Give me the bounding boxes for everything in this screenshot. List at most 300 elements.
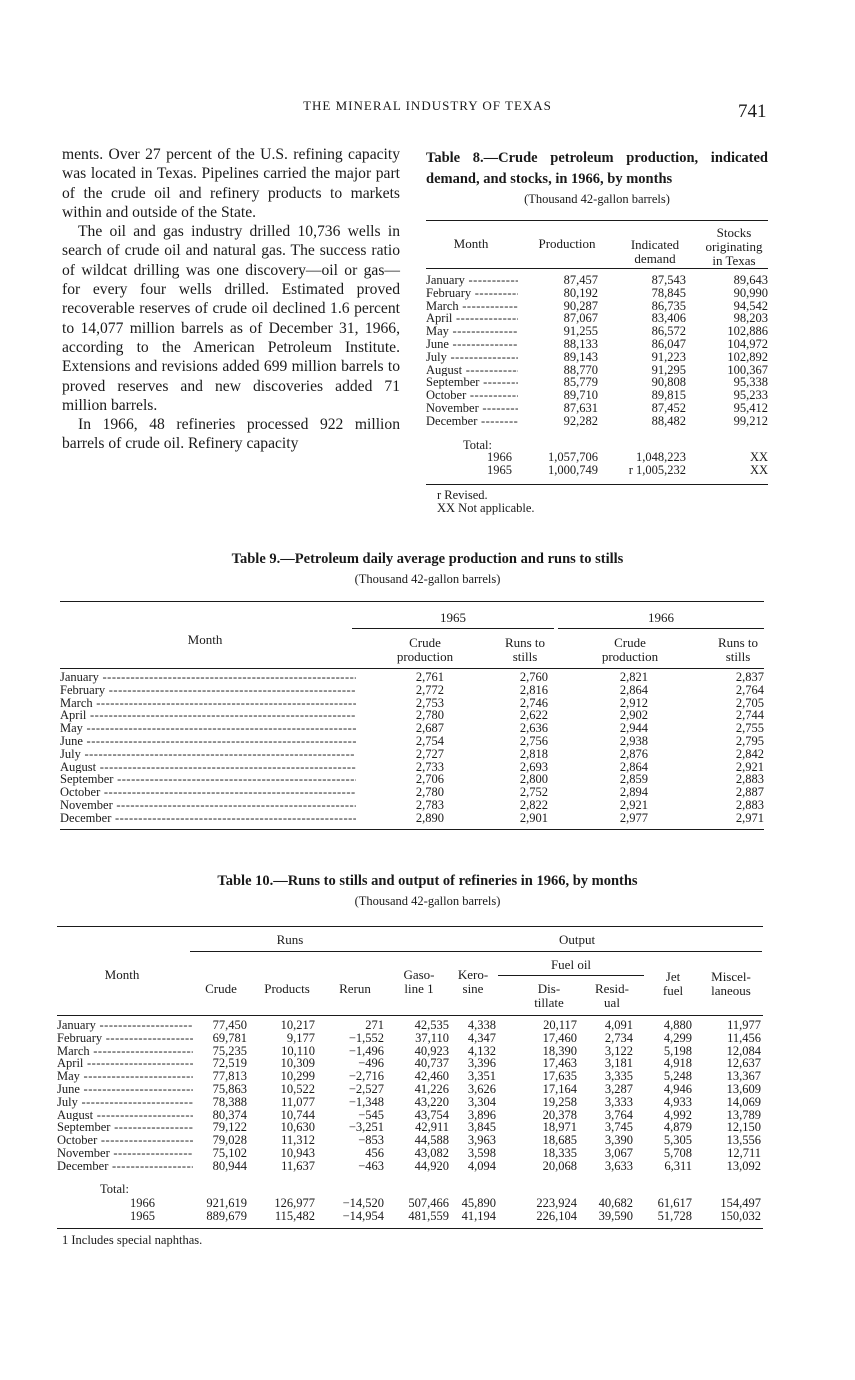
table10-group-runs: Runs bbox=[276, 932, 304, 947]
cell-value: 98,203 bbox=[733, 311, 768, 326]
cell-value: 2,622 bbox=[519, 708, 548, 723]
row-label: December ----- bbox=[426, 415, 518, 428]
row-label: March ----- bbox=[57, 1045, 193, 1058]
row-label: July ----- bbox=[60, 748, 356, 761]
cell-value: 89,143 bbox=[563, 349, 598, 364]
cell-value: 3,287 bbox=[604, 1081, 633, 1096]
row-label: August ----- bbox=[60, 761, 356, 774]
cell-value: 3,122 bbox=[604, 1043, 633, 1058]
cell-value: 11,977 bbox=[727, 1018, 761, 1032]
cell-value: 2,887 bbox=[735, 785, 764, 800]
cell-value: 12,711 bbox=[727, 1145, 761, 1160]
cell-value: 2,706 bbox=[415, 772, 444, 787]
table10-header-rule bbox=[57, 1015, 763, 1016]
cell-value: 226,104 bbox=[536, 1208, 577, 1223]
cell-value: 40,682 bbox=[598, 1196, 633, 1210]
cell-value: −1,552 bbox=[348, 1030, 384, 1045]
cell-value: 95,338 bbox=[733, 375, 768, 390]
cell-value: 51,728 bbox=[657, 1208, 692, 1223]
cell-value: 75,863 bbox=[212, 1081, 247, 1096]
cell-value: 44,920 bbox=[414, 1158, 449, 1173]
cell-value: 2,876 bbox=[619, 746, 648, 761]
cell-value: 14,069 bbox=[726, 1094, 761, 1109]
running-title: THE MINERAL INDUSTRY OF TEXAS bbox=[303, 98, 552, 113]
cell-value: 17,463 bbox=[542, 1056, 577, 1071]
cell-value: 42,535 bbox=[414, 1018, 449, 1032]
cell-value: 271 bbox=[365, 1018, 384, 1032]
cell-value: 41,194 bbox=[461, 1208, 496, 1223]
cell-value: 2,921 bbox=[619, 797, 648, 812]
cell-value: 86,572 bbox=[651, 324, 686, 339]
cell-value: 921,619 bbox=[206, 1196, 247, 1210]
cell-value: 4,933 bbox=[663, 1094, 692, 1109]
label-line: Resid- bbox=[595, 981, 629, 996]
table10-fuel-oil-rule bbox=[498, 975, 644, 976]
cell-value: 4,338 bbox=[467, 1018, 496, 1032]
table-row bbox=[58, 697, 764, 710]
row-label: July ----- bbox=[57, 1096, 193, 1109]
table9-col-runs-1966 bbox=[698, 636, 778, 664]
row-label: May ----- bbox=[57, 1070, 193, 1083]
table8-col-production: Production bbox=[538, 236, 596, 251]
cell-value: 18,335 bbox=[542, 1145, 577, 1160]
cell-value: 126,977 bbox=[274, 1196, 315, 1210]
table-row bbox=[55, 1019, 763, 1032]
row-label: April ----- bbox=[57, 1057, 193, 1070]
table8-note-revised: r Revised. bbox=[437, 488, 488, 502]
label-line: stills bbox=[725, 649, 751, 664]
row-label: 1965 bbox=[487, 462, 512, 477]
cell-value: 102,892 bbox=[727, 349, 768, 364]
cell-value: 83,406 bbox=[651, 311, 686, 326]
cell-value: 3,396 bbox=[467, 1056, 496, 1071]
cell-value: 4,132 bbox=[467, 1043, 496, 1058]
label-line: Runs to bbox=[504, 635, 546, 650]
table9-header-rule bbox=[60, 668, 764, 669]
cell-value: −1,496 bbox=[348, 1043, 384, 1058]
label-line: production bbox=[396, 649, 454, 664]
table8-totals bbox=[424, 451, 768, 477]
table9-1965-rule bbox=[352, 628, 554, 629]
table8-title: Table 8.—Crude petroleum production, indicated demand, and stocks, in 1966, by months bbox=[426, 150, 768, 187]
cell-value: 78,388 bbox=[212, 1094, 247, 1109]
cell-value: 90,808 bbox=[651, 375, 686, 390]
cell-value: 79,028 bbox=[212, 1133, 247, 1148]
row-label: October ----- bbox=[57, 1134, 193, 1147]
table8-header-rule bbox=[426, 268, 768, 269]
cell-value: 104,972 bbox=[727, 336, 768, 351]
cell-value: 2,734 bbox=[604, 1030, 633, 1045]
row-label: May ----- bbox=[426, 325, 518, 338]
table-row bbox=[55, 1032, 763, 1045]
table-row bbox=[58, 671, 764, 684]
cell-value: 2,754 bbox=[415, 733, 444, 748]
cell-value: 10,299 bbox=[280, 1069, 315, 1084]
table8-body bbox=[424, 274, 768, 428]
cell-value: 42,911 bbox=[415, 1120, 449, 1135]
label-line: production bbox=[601, 649, 659, 664]
cell-value: 12,084 bbox=[726, 1043, 761, 1058]
cell-value: 11,456 bbox=[727, 1030, 761, 1045]
cell-value: 2,764 bbox=[735, 682, 764, 697]
table9-bottom-rule bbox=[60, 829, 764, 830]
table9-body bbox=[58, 671, 764, 825]
cell-value: 86,735 bbox=[651, 298, 686, 313]
cell-value: 80,192 bbox=[563, 285, 598, 300]
cell-value: 10,522 bbox=[280, 1081, 315, 1096]
cell-value: 87,452 bbox=[651, 400, 686, 415]
label-line: stills bbox=[512, 649, 538, 664]
cell-value: 1,057,706 bbox=[548, 450, 598, 464]
cell-value: 10,744 bbox=[280, 1107, 315, 1122]
table8-note-xx: XX Not applicable. bbox=[437, 501, 535, 515]
row-label: October ----- bbox=[60, 786, 356, 799]
table8-col-stocks-line2: originating bbox=[705, 239, 763, 254]
table10-top-rule bbox=[57, 926, 763, 927]
row-label: March ----- bbox=[60, 697, 356, 710]
cell-value: 77,450 bbox=[212, 1018, 247, 1032]
table-row bbox=[424, 415, 768, 428]
table10-col-rerun: Rerun bbox=[339, 981, 371, 996]
cell-value: 3,963 bbox=[467, 1133, 496, 1148]
table8-col-stocks-line3: in Texas bbox=[712, 253, 756, 268]
cell-value: 6,311 bbox=[664, 1158, 692, 1173]
cell-value: 95,233 bbox=[733, 388, 768, 403]
table8-col-month: Month bbox=[453, 236, 489, 251]
cell-value: 13,556 bbox=[726, 1133, 761, 1148]
label-line: Runs to bbox=[717, 635, 759, 650]
table9-col-runs-1965 bbox=[480, 636, 570, 664]
cell-value: 3,390 bbox=[604, 1133, 633, 1148]
table10-col-residual bbox=[582, 982, 642, 1010]
cell-value: 86,047 bbox=[651, 336, 686, 351]
label-line: sine bbox=[462, 981, 484, 996]
row-label: January ----- bbox=[426, 274, 518, 287]
table-row bbox=[55, 1147, 763, 1160]
cell-value: 2,821 bbox=[619, 670, 648, 684]
table-row bbox=[58, 786, 764, 799]
cell-value: 2,744 bbox=[735, 708, 764, 723]
table9-col-crude-1965 bbox=[380, 636, 470, 664]
row-label: May ----- bbox=[60, 722, 356, 735]
table9-subtitle: (Thousand 42-gallon barrels) bbox=[354, 572, 501, 586]
table-row bbox=[424, 402, 768, 415]
table10-footnote: 1 Includes special naphthas. bbox=[62, 1233, 203, 1247]
cell-value: 92,282 bbox=[563, 413, 598, 428]
cell-value: 2,902 bbox=[619, 708, 648, 723]
cell-value: 13,092 bbox=[726, 1158, 761, 1173]
table9-year-1966: 1966 bbox=[648, 610, 674, 625]
row-label: September ----- bbox=[57, 1121, 193, 1134]
cell-value: 99,212 bbox=[733, 413, 768, 428]
cell-value: 11,312 bbox=[281, 1133, 315, 1148]
cell-value: 4,347 bbox=[467, 1030, 496, 1045]
cell-value: 2,780 bbox=[415, 708, 444, 723]
cell-value: 2,921 bbox=[735, 759, 764, 774]
cell-value: 2,755 bbox=[735, 721, 764, 736]
table-row bbox=[424, 287, 768, 300]
table-row bbox=[55, 1197, 763, 1210]
table10-subtitle: (Thousand 42-gallon barrels) bbox=[354, 894, 501, 908]
table-row bbox=[55, 1096, 763, 1109]
cell-value: 4,091 bbox=[604, 1018, 633, 1032]
label-line: Crude bbox=[409, 635, 441, 650]
cell-value: −2,527 bbox=[348, 1081, 384, 1096]
cell-value: 13,789 bbox=[726, 1107, 761, 1122]
table10-body bbox=[55, 1019, 763, 1173]
cell-value: 2,822 bbox=[519, 797, 548, 812]
table10-col-gasoline bbox=[392, 968, 446, 996]
row-label: November ----- bbox=[60, 799, 356, 812]
cell-value: 80,944 bbox=[212, 1158, 247, 1173]
cell-value: 2,938 bbox=[619, 733, 648, 748]
cell-value: 889,679 bbox=[206, 1208, 247, 1223]
cell-value: 2,780 bbox=[415, 785, 444, 800]
table10-col-kerosine bbox=[450, 968, 496, 996]
cell-value: XX bbox=[749, 462, 768, 477]
table10-bottom-rule bbox=[57, 1228, 763, 1229]
cell-value: 80,374 bbox=[212, 1107, 247, 1122]
cell-value: 19,258 bbox=[542, 1094, 577, 1109]
cell-value: 2,727 bbox=[415, 746, 444, 761]
cell-value: 2,795 bbox=[735, 733, 764, 748]
cell-value: 2,761 bbox=[415, 670, 444, 684]
cell-value: 89,643 bbox=[733, 273, 768, 287]
table10-col-misc bbox=[700, 970, 762, 998]
cell-value: 481,559 bbox=[408, 1208, 449, 1223]
cell-value: 2,818 bbox=[519, 746, 548, 761]
cell-value: 507,466 bbox=[408, 1196, 449, 1210]
cell-value: 223,924 bbox=[536, 1196, 577, 1210]
table10-group-rule bbox=[190, 951, 762, 952]
cell-value: 2,842 bbox=[735, 746, 764, 761]
cell-value: −14,520 bbox=[342, 1196, 384, 1210]
table10-group-output: Output bbox=[558, 932, 596, 947]
cell-value: 3,181 bbox=[604, 1056, 633, 1071]
cell-value: 2,783 bbox=[415, 797, 444, 812]
paragraph: The oil and gas industry drilled 10,736 wells in search of crude oil and natural gas. The success ratio of wildcat drilling was one discovery—oil or gas—for every four wells drilled. Estimated proved recoverable reserves of crude oil declined 1.6 percent to 14,077 million barrels as of December 31, 1966, according to the American Petroleum Institute. Extensions and revisions added 699 million barrels to proved reserves and new discoveries added 71 million barrels. bbox=[62, 223, 400, 414]
table8-col-stocks-line1: Stocks bbox=[716, 225, 752, 240]
row-label: February ----- bbox=[60, 684, 356, 697]
cell-value: 18,971 bbox=[542, 1120, 577, 1135]
label-line: Crude bbox=[614, 635, 646, 650]
cell-value: 20,117 bbox=[543, 1018, 577, 1032]
cell-value: 11,637 bbox=[281, 1158, 315, 1173]
table-row bbox=[424, 274, 768, 287]
cell-value: 2,837 bbox=[735, 670, 764, 684]
cell-value: 2,636 bbox=[519, 721, 548, 736]
cell-value: 95,412 bbox=[733, 400, 768, 415]
row-label: August ----- bbox=[426, 364, 518, 377]
cell-value: 1,000,749 bbox=[548, 462, 598, 477]
row-label: June ----- bbox=[426, 338, 518, 351]
cell-value: 2,772 bbox=[415, 682, 444, 697]
row-label: 1966 bbox=[487, 450, 512, 464]
cell-value: 75,235 bbox=[212, 1043, 247, 1058]
cell-value: 2,753 bbox=[415, 695, 444, 710]
row-label: 1965 bbox=[130, 1208, 155, 1223]
table8-col-demand bbox=[620, 238, 690, 266]
cell-value: 2,883 bbox=[735, 797, 764, 812]
table-row bbox=[55, 1083, 763, 1096]
cell-value: 10,630 bbox=[280, 1120, 315, 1135]
paragraph: ments. Over 27 percent of the U.S. refining capacity was located in Texas. Pipelines carried the major part of the crude oil and refinery products to markets within and outside of the State. bbox=[62, 146, 400, 221]
row-label: October ----- bbox=[426, 389, 518, 402]
cell-value: 4,918 bbox=[663, 1056, 692, 1071]
cell-value: 3,896 bbox=[467, 1107, 496, 1122]
cell-value: 87,067 bbox=[563, 311, 598, 326]
label-line: tillate bbox=[534, 995, 564, 1010]
cell-value: 10,309 bbox=[280, 1056, 315, 1071]
row-label: April ----- bbox=[60, 709, 356, 722]
cell-value: 91,223 bbox=[651, 349, 686, 364]
cell-value: 3,745 bbox=[604, 1120, 633, 1135]
cell-value: 85,779 bbox=[563, 375, 598, 390]
cell-value: 5,248 bbox=[663, 1069, 692, 1084]
cell-value: 94,542 bbox=[733, 298, 768, 313]
table-row bbox=[424, 464, 768, 477]
cell-value: 40,923 bbox=[414, 1043, 449, 1058]
cell-value: 2,944 bbox=[619, 721, 648, 736]
label-line: laneous bbox=[711, 983, 751, 998]
row-label: July ----- bbox=[426, 351, 518, 364]
cell-value: 69,781 bbox=[212, 1030, 247, 1045]
cell-value: −1,348 bbox=[348, 1094, 384, 1109]
cell-value: 2,687 bbox=[415, 721, 444, 736]
cell-value: 2,756 bbox=[519, 733, 548, 748]
cell-value: 91,255 bbox=[563, 324, 598, 339]
cell-value: 2,733 bbox=[415, 759, 444, 774]
table10-title: Table 10.—Runs to stills and output of refineries in 1966, by months bbox=[217, 873, 638, 889]
cell-value: 3,845 bbox=[467, 1120, 496, 1135]
table-row bbox=[55, 1134, 763, 1147]
row-label: January ----- bbox=[60, 671, 356, 684]
cell-value: 150,032 bbox=[720, 1208, 761, 1223]
cell-value: 2,894 bbox=[619, 785, 648, 800]
label-line: Dis- bbox=[537, 981, 561, 996]
cell-value: 89,710 bbox=[563, 388, 598, 403]
cell-value: 10,217 bbox=[280, 1018, 315, 1032]
cell-value: 2,693 bbox=[519, 759, 548, 774]
cell-value: 2,971 bbox=[735, 810, 764, 825]
row-label: November ----- bbox=[426, 402, 518, 415]
cell-value: 2,864 bbox=[619, 682, 648, 697]
paragraph: In 1966, 48 refineries processed 922 million barrels of crude oil. Refinery capacity bbox=[62, 416, 400, 453]
table8-col-demand-line2: demand bbox=[634, 251, 676, 266]
cell-value: 2,760 bbox=[519, 670, 548, 684]
table8-total-label: Total: bbox=[463, 438, 492, 452]
cell-value: 115,482 bbox=[274, 1208, 315, 1223]
table-row bbox=[424, 451, 768, 464]
cell-value: 3,335 bbox=[604, 1069, 633, 1084]
table10-col-month: Month bbox=[104, 967, 140, 982]
table-row bbox=[424, 351, 768, 364]
cell-value: 2,890 bbox=[415, 810, 444, 825]
cell-value: 88,482 bbox=[651, 413, 686, 428]
cell-value: 11,077 bbox=[281, 1094, 315, 1109]
row-label: June ----- bbox=[60, 735, 356, 748]
cell-value: 5,708 bbox=[663, 1145, 692, 1160]
cell-value: 2,705 bbox=[735, 695, 764, 710]
cell-value: 43,082 bbox=[414, 1145, 449, 1160]
table-row bbox=[55, 1057, 763, 1070]
cell-value: 2,746 bbox=[519, 695, 548, 710]
row-label: August ----- bbox=[57, 1109, 193, 1122]
table9-col-month: Month bbox=[187, 632, 223, 647]
cell-value: 2,816 bbox=[519, 682, 548, 697]
cell-value: 2,883 bbox=[735, 772, 764, 787]
cell-value: 1,048,223 bbox=[636, 450, 686, 464]
cell-value: 456 bbox=[365, 1145, 384, 1160]
cell-value: −14,954 bbox=[342, 1208, 384, 1223]
cell-value: 88,770 bbox=[563, 362, 598, 377]
cell-value: 13,367 bbox=[726, 1069, 761, 1084]
table10-col-products: Products bbox=[264, 981, 310, 996]
table9-1966-rule bbox=[558, 628, 764, 629]
table9-col-crude-1966 bbox=[585, 636, 675, 664]
page-number: 741 bbox=[738, 101, 767, 122]
cell-value: 90,990 bbox=[733, 285, 768, 300]
row-label: September ----- bbox=[426, 376, 518, 389]
table-row bbox=[58, 799, 764, 812]
row-label: January ----- bbox=[57, 1019, 193, 1032]
cell-value: 17,460 bbox=[542, 1030, 577, 1045]
cell-value: 100,367 bbox=[727, 362, 768, 377]
cell-value: −853 bbox=[358, 1133, 384, 1148]
cell-value: 88,133 bbox=[563, 336, 598, 351]
table9-title: Table 9.—Petroleum daily average production and runs to stills bbox=[231, 551, 624, 567]
cell-value: 42,460 bbox=[414, 1069, 449, 1084]
label-line: Jet bbox=[665, 969, 681, 984]
table-row bbox=[55, 1045, 763, 1058]
cell-value: 13,609 bbox=[726, 1081, 761, 1096]
cell-value: 4,880 bbox=[663, 1018, 692, 1032]
table10-total-label: Total: bbox=[100, 1182, 129, 1196]
table-row bbox=[58, 709, 764, 722]
table8-col-demand-line1: Indicated bbox=[630, 237, 680, 252]
cell-value: 39,590 bbox=[598, 1208, 633, 1223]
table-row bbox=[58, 812, 764, 825]
cell-value: 43,220 bbox=[414, 1094, 449, 1109]
cell-value: 4,992 bbox=[663, 1107, 692, 1122]
cell-value: 3,626 bbox=[467, 1081, 496, 1096]
row-label: November ----- bbox=[57, 1147, 193, 1160]
cell-value: 3,304 bbox=[467, 1094, 496, 1109]
cell-value: 45,890 bbox=[461, 1196, 496, 1210]
cell-value: 12,150 bbox=[726, 1120, 761, 1135]
label-line: Gaso- bbox=[403, 967, 435, 982]
cell-value: 72,519 bbox=[212, 1056, 247, 1071]
cell-value: 2,864 bbox=[619, 759, 648, 774]
cell-value: 154,497 bbox=[720, 1196, 761, 1210]
cell-value: 75,102 bbox=[212, 1145, 247, 1160]
table-row bbox=[58, 748, 764, 761]
row-label: April ----- bbox=[426, 312, 518, 325]
cell-value: 91,295 bbox=[651, 362, 686, 377]
body-text bbox=[62, 145, 400, 454]
table-row bbox=[55, 1160, 763, 1173]
table10-group-fuel-oil: Fuel oil bbox=[550, 957, 592, 972]
cell-value: −3,251 bbox=[348, 1120, 384, 1135]
cell-value: −463 bbox=[358, 1158, 384, 1173]
row-label: February ----- bbox=[426, 287, 518, 300]
cell-value: 20,378 bbox=[542, 1107, 577, 1122]
cell-value: 44,588 bbox=[414, 1133, 449, 1148]
table-row bbox=[55, 1210, 763, 1223]
table-row bbox=[55, 1070, 763, 1083]
table8-subtitle: (Thousand 42-gallon barrels) bbox=[524, 192, 670, 206]
table-row bbox=[58, 722, 764, 735]
